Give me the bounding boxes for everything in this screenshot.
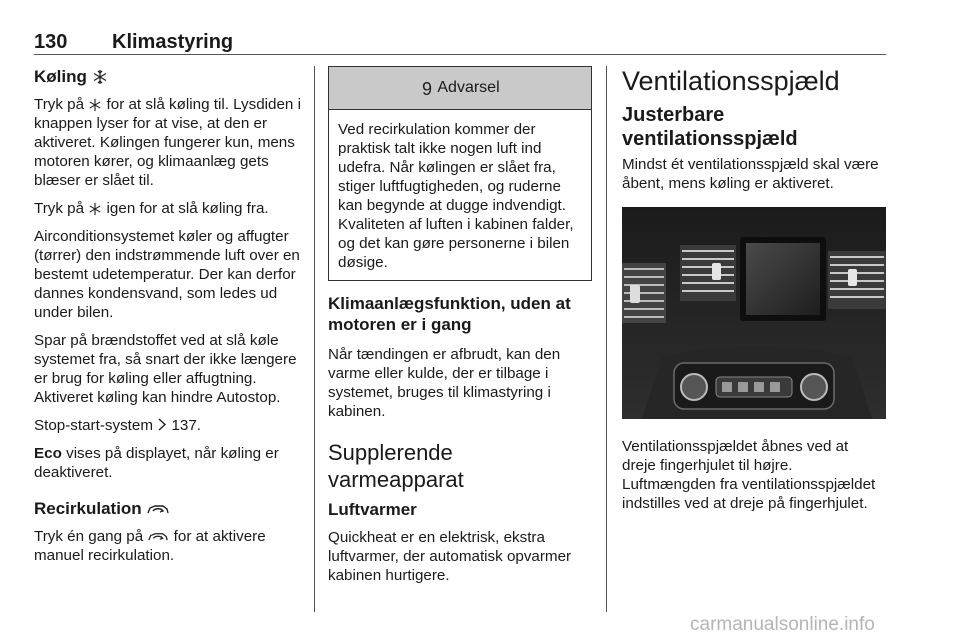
header-divider [34,54,886,55]
cooling-paragraph-1: Tryk på for at slå køling til. Lysdiden i knappen lyser for at vise, at den er aktiveret. Kølingen fungerer kun, mens motoren kører, og klimaanlæg gets blæser er slået til. [34,96,301,189]
warning-text: Ved recirkulation kommer der praktisk talt ikke nogen luft ind udefra. Når kølingen er slået fra, stiger luftfugtigheden, og ruderne kan begynde at dugge indvendigt. Kvaliteten af luften i kabinen falder, og det kan gøre personerne i bilen døsige. [338,121,574,271]
warning-icon [420,79,434,97]
snowflake-icon [88,98,102,112]
stop-start-reference: Stop-start-system 137. [34,417,202,434]
recirculation-car-icon [146,501,170,517]
heater-heading: Supplerende varmeapparat [328,440,464,492]
dashboard-vents-photo [622,207,886,419]
column-divider-1 [314,66,315,612]
eco-paragraph: Eco vises på displayet, når køling er deaktiveret. [34,445,279,481]
vents-heading: Ventilationsspjæld [622,66,840,96]
adjustable-vents-paragraph: Mindst ét ventilationsspjæld skal være åbent, mens køling er aktiveret. [622,156,879,192]
watermark: carmanualsonline.info [690,614,875,635]
airheater-heading: Luftvarmer [328,500,417,519]
column-middle [328,66,592,594]
adjustable-vents-heading: Justerbare ventilationsspjæld [622,104,798,150]
recirculation-paragraph: Tryk én gang på for at aktivere manuel recirkulation. [34,528,266,564]
column-right [622,66,886,522]
snowflake-icon [88,202,102,216]
cooling-paragraph-3: Airconditionsystemet køler og affugter (tørrer) den indstrømmende luft over en bestemt udetemperatur. Der kan derfor dannes kondensvand, som ledes ud under bilen. [34,228,300,321]
cooling-paragraph-2: Tryk på igen for at slå køling fra. [34,200,269,217]
snowflake-icon [92,69,108,85]
warning-box [328,66,592,281]
svg-text:9: 9 [422,79,433,97]
page-reference-icon [157,418,167,431]
warning-header: 9 Advarsel [329,67,591,110]
climate-heading: Klimaanlægsfunktion, uden at motoren er i gang [328,294,571,334]
page-title: Klimastyring [112,31,234,53]
column-divider-2 [606,66,607,612]
recirculation-car-icon [147,529,169,544]
airheater-paragraph: Quickheat er en elektrisk, ekstra luftvarmer, der automatisk opvarmer kabinen hurtigere. [328,529,572,584]
cooling-heading: Køling [34,66,304,87]
eco-label: Eco [34,445,62,462]
page-number: 130 [34,31,68,53]
column-left [34,66,304,574]
climate-paragraph: Når tændingen er afbrudt, kan den varme eller kulde, der er tilbage i systemet, bruges til klimastyring i kabinen. [328,346,561,420]
cooling-paragraph-4: Spar på brændstoffet ved at slå køle systemet fra, så snart der ikke længere er brug for køling eller affugtning. Aktiveret køling kan hindre Autostop. [34,332,297,406]
vents-caption: Ventilationsspjældet åbnes ved at dreje fingerhjulet til højre. Luftmængden fra ventilationsspjældet indstilles ved at dreje på fingerhjulet. [622,438,876,512]
recirculation-heading: Recirkulation [34,498,304,519]
